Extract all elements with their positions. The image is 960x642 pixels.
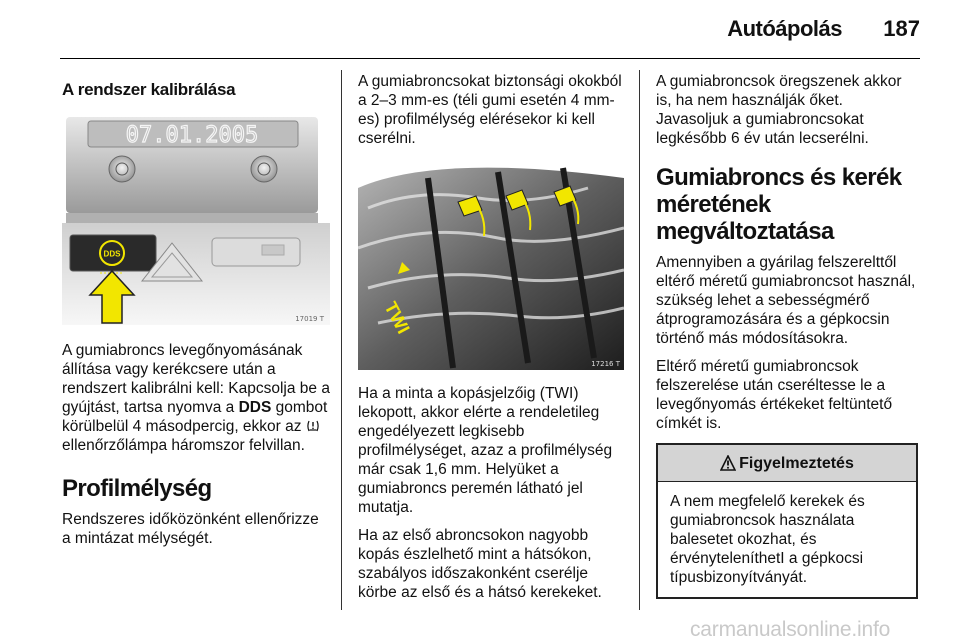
- dds-button-label: DDS: [103, 249, 121, 259]
- column-1: [62, 72, 330, 557]
- figure-tread-twi: [358, 158, 624, 370]
- column-2: [358, 72, 626, 611]
- size-change-paragraph-1: Amennyiben a gyárilag felszerelttől eltérő méretű gumiabroncsot használ, szükség lehet a sebességmérő átprogramozására és a gépkocsin történő más módosításokra.: [656, 254, 916, 347]
- tread-paragraph: Rendszeres időközönként ellenőrizze a mintázat mélységét.: [62, 511, 319, 547]
- size-change-paragraph-2: Eltérő méretű gumiabroncsok felszerelése után cseréltesse le a levegőnyomás értékeket feltüntető címkét is.: [656, 358, 893, 432]
- twi-label: TWI: [380, 298, 414, 338]
- warning-triangle-icon: [720, 455, 736, 471]
- twi-paragraph: Ha a minta a kopásjelzőig (TWI) lekopott, akkor elérte a rendeletileg engedélyezett legkisebb profilmélységet, azaz a profilmélység már csak 1,6 mm. Helyüket a gumiabroncs peremén látható jel mutatja.: [358, 385, 613, 516]
- column-divider-1: [341, 70, 342, 610]
- tyre-change-paragraph: A gumiabroncsokat biztonsági okokból a 2–3 mm-es (téli gumi esetén 4 mm-es) profilmélység elérésekor ki kell cserélni.: [358, 73, 622, 147]
- figure-code-2: 17216 T: [591, 360, 620, 368]
- page-header: [0, 0, 960, 60]
- figure-code-1: 17019 T: [295, 315, 324, 323]
- calibration-paragraph: A gumiabroncs levegőnyomásának állítása vagy kerékcsere után a rendszert kalibrálni kell: Kapcsolja be a gyújtást, tartsa nyomva a DDS gombot körülbelül 4 másodpercig, ekkor az ellenőrzőlámpa háromszor felvillan.: [62, 342, 330, 454]
- warning-title: Figyelmeztetés: [739, 454, 854, 472]
- warning-header: [658, 445, 916, 482]
- heading-size-change: Gumiabroncs és kerék méretének megváltoztatása: [656, 164, 902, 245]
- rotation-paragraph: Ha az első abroncsokon nagyobb kopás észlelhető mint a hátsókon, szabályos időszakonként cserélje körbe az első és a hátsó kerekeket.: [358, 527, 602, 601]
- heading-calibration: A rendszer kalibrálása: [62, 80, 236, 99]
- heading-tread-depth: Profilmélység: [62, 475, 212, 502]
- watermark: carmanualsonline.info: [690, 618, 891, 641]
- figure-dashboard-dds: [62, 113, 330, 325]
- header-rule: [60, 58, 920, 59]
- tread-illustration: [358, 158, 624, 370]
- column-3: [656, 72, 918, 599]
- running-title: Autóápolás: [727, 16, 842, 41]
- warning-body: A nem megfelelő kerekek és gumiabroncsok használata balesetet okozhat, és érvényteleníthetI a gépkocsi típusbizonyítványát.: [670, 493, 865, 586]
- dashboard-illustration: [62, 113, 330, 325]
- warning-box: [656, 443, 918, 599]
- tire-pressure-warning-icon: [306, 419, 320, 433]
- clock-display: 07.01.2005: [125, 123, 259, 148]
- page-number: 187: [883, 16, 920, 41]
- column-divider-2: [639, 70, 640, 610]
- aging-paragraph: A gumiabroncsok öregszenek akkor is, ha nem használják őket. Javasoljuk a gumiabroncsokat legkésőbb 6 év után lecserélni.: [656, 73, 902, 147]
- dds-button-name: DDS: [238, 399, 272, 416]
